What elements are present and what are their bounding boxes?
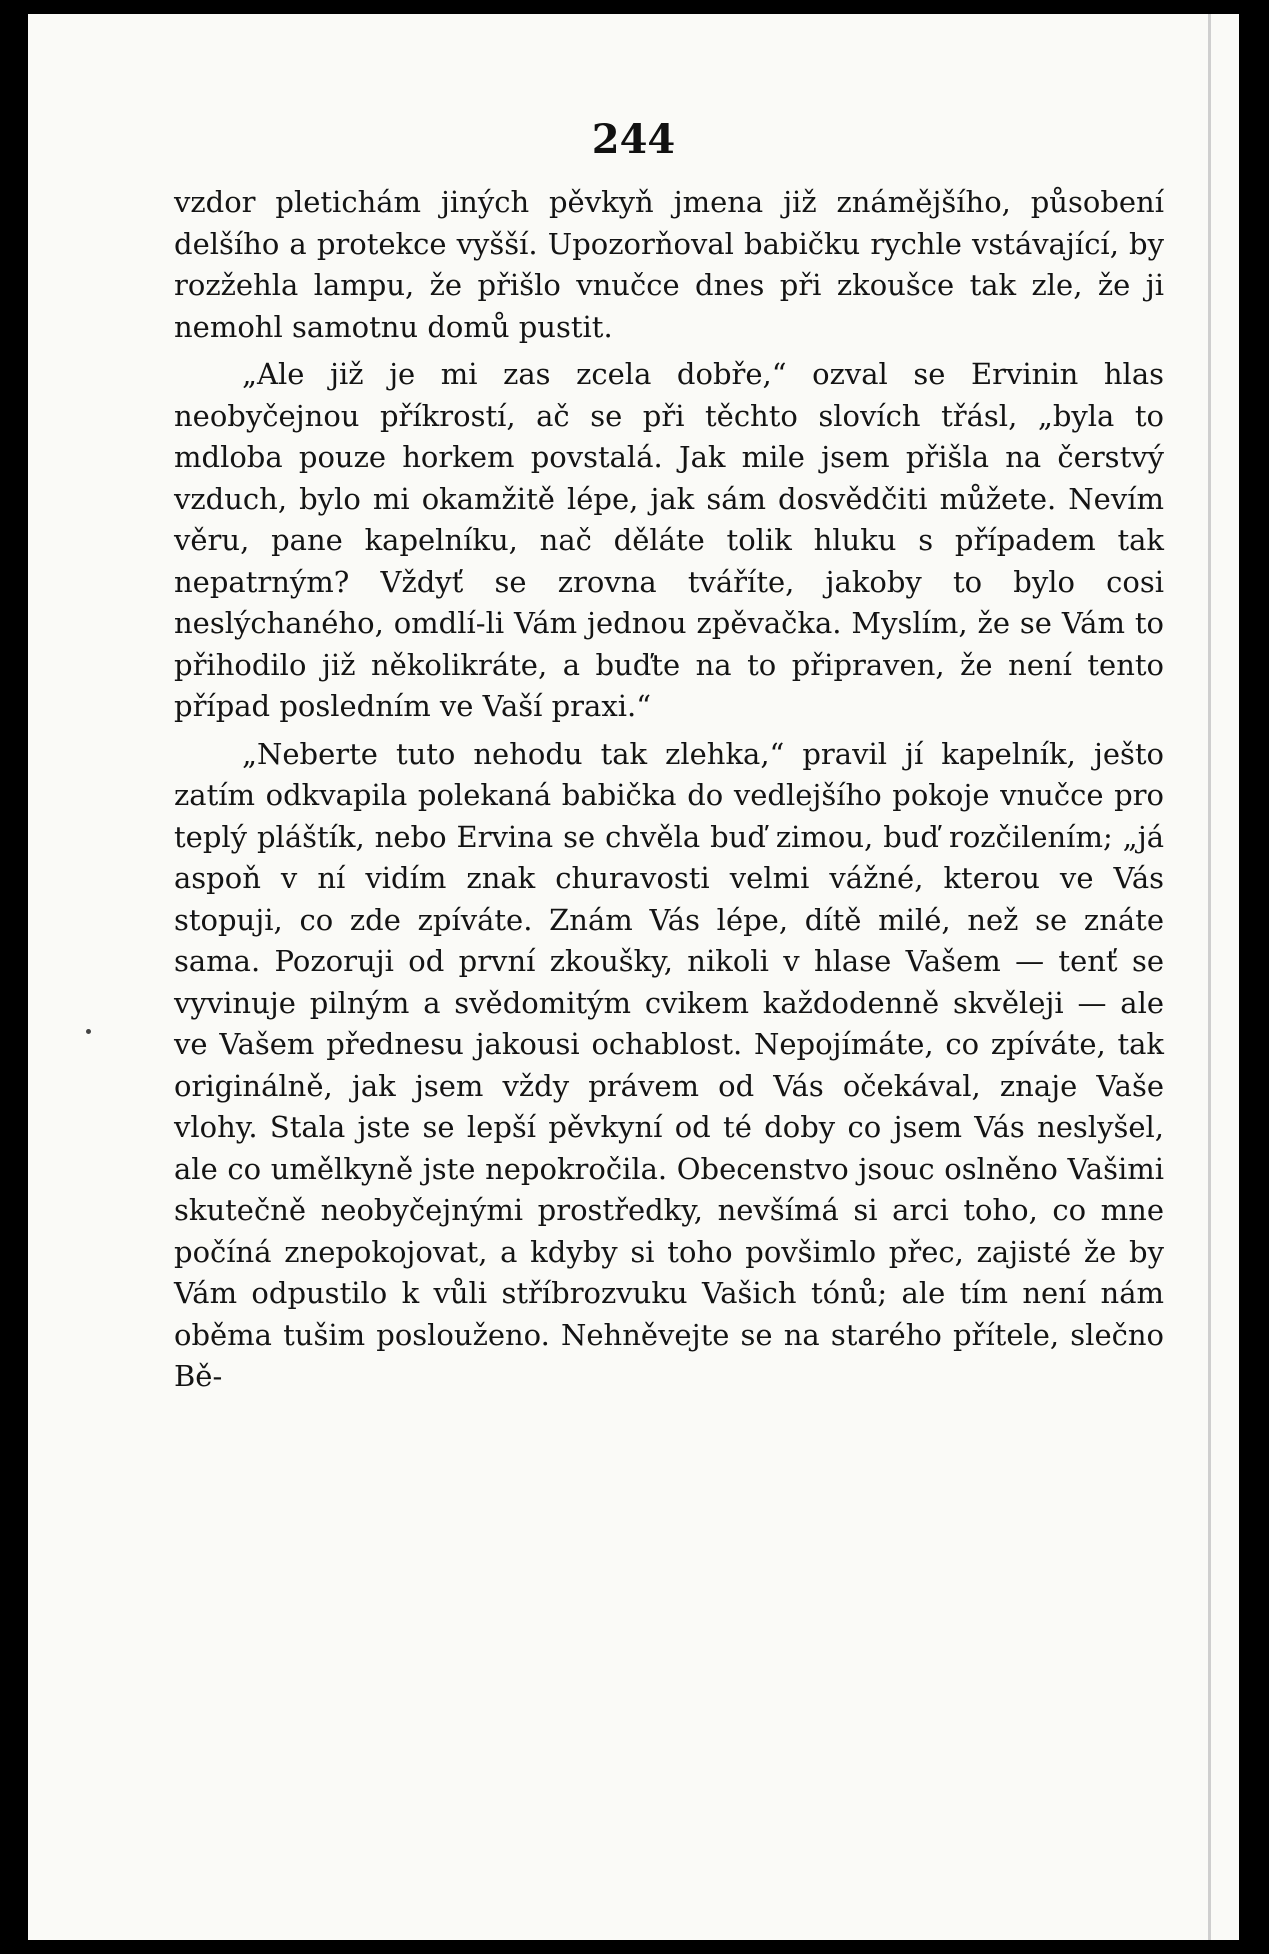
paragraph-2: „Ale již je mi zas zcela dobře,“ ozval se Ervinin hlas neobyčejnou příkrostí, ač se při těchto slovích třásl, „byla to mdloba pouze horkem povstalá. Jak mile jsem přišla na čerstvý vzduch, bylo mi okamžitě lépe, jak sám dosvědčiti můžete. Nevím věru, pane kapelníku, nač děláte tolik hluku s případem tak nepatrným? Vždyť se zrovna tváříte, jakoby to bylo cosi neslýchaného, omdlí-li Vám jednou zpěvačka. Myslím, že se Vám to přihodilo již několikráte, a buďte na to připraven, že není tento případ posledním ve Vaší praxi.“: [174, 357, 1164, 723]
paragraph-1: vzdor pletichám jiných pěvkyň jmena již známějšího, působení delšího a protekce vyšší. Upozorňoval babičku rychle vstávající, by rozžehla lampu, že přišlo vnučce dnes při zkoušce tak zle, že ji nemohl samotnu domů pustit.: [174, 185, 1164, 344]
body-text: [174, 182, 1164, 1398]
page-number: 244: [591, 116, 676, 163]
scan-speck: [86, 1029, 91, 1034]
paragraph-3: „Neberte tuto nehodu tak zlehka,“ pravil jí kapelník, ješto zatím odkvapila polekaná babička do vedlejšího pokoje vnučce pro teplý pláštík, nebo Ervina se chvěla buď zimou, buď rozčilením; „já aspoň v ní vidím znak churavosti velmi vážné, kterou ve Vás stopuji, co zde zpíváte. Znám Vás lépe, dítě milé, než se znáte sama. Pozoruji od první zkoušky, nikoli v hlase Vašem — tenť se vyvinuje pilným a svědomitým cvikem každodenně skvěleji — ale ve Vašem přednesu jakousi ochablost. Nepojímáte, co zpíváte, tak originálně, jak jsem vždy právem od Vás očekával, znaje Vaše vlohy. Stala jste se lepší pěvkyní od té doby co jsem Vás neslyšel, ale co umělkyně jste nepokročila. Obecenstvo jsouc oslněno Vašimi skutečně neobyčejnými prostředky, nevšímá si arci toho, co mne počíná znepokojovat, a kdyby si toho povšimlo přec, zajisté že by Vám odpustilo k vůli stříbrozvuku Vašich tónů; ale tím není nám oběma tušim poslouženo. Nehněvejte se na starého přítele, slečno Bě-: [174, 736, 1164, 1393]
page-edge-line: [1208, 14, 1211, 1940]
book-page: [28, 14, 1239, 1940]
